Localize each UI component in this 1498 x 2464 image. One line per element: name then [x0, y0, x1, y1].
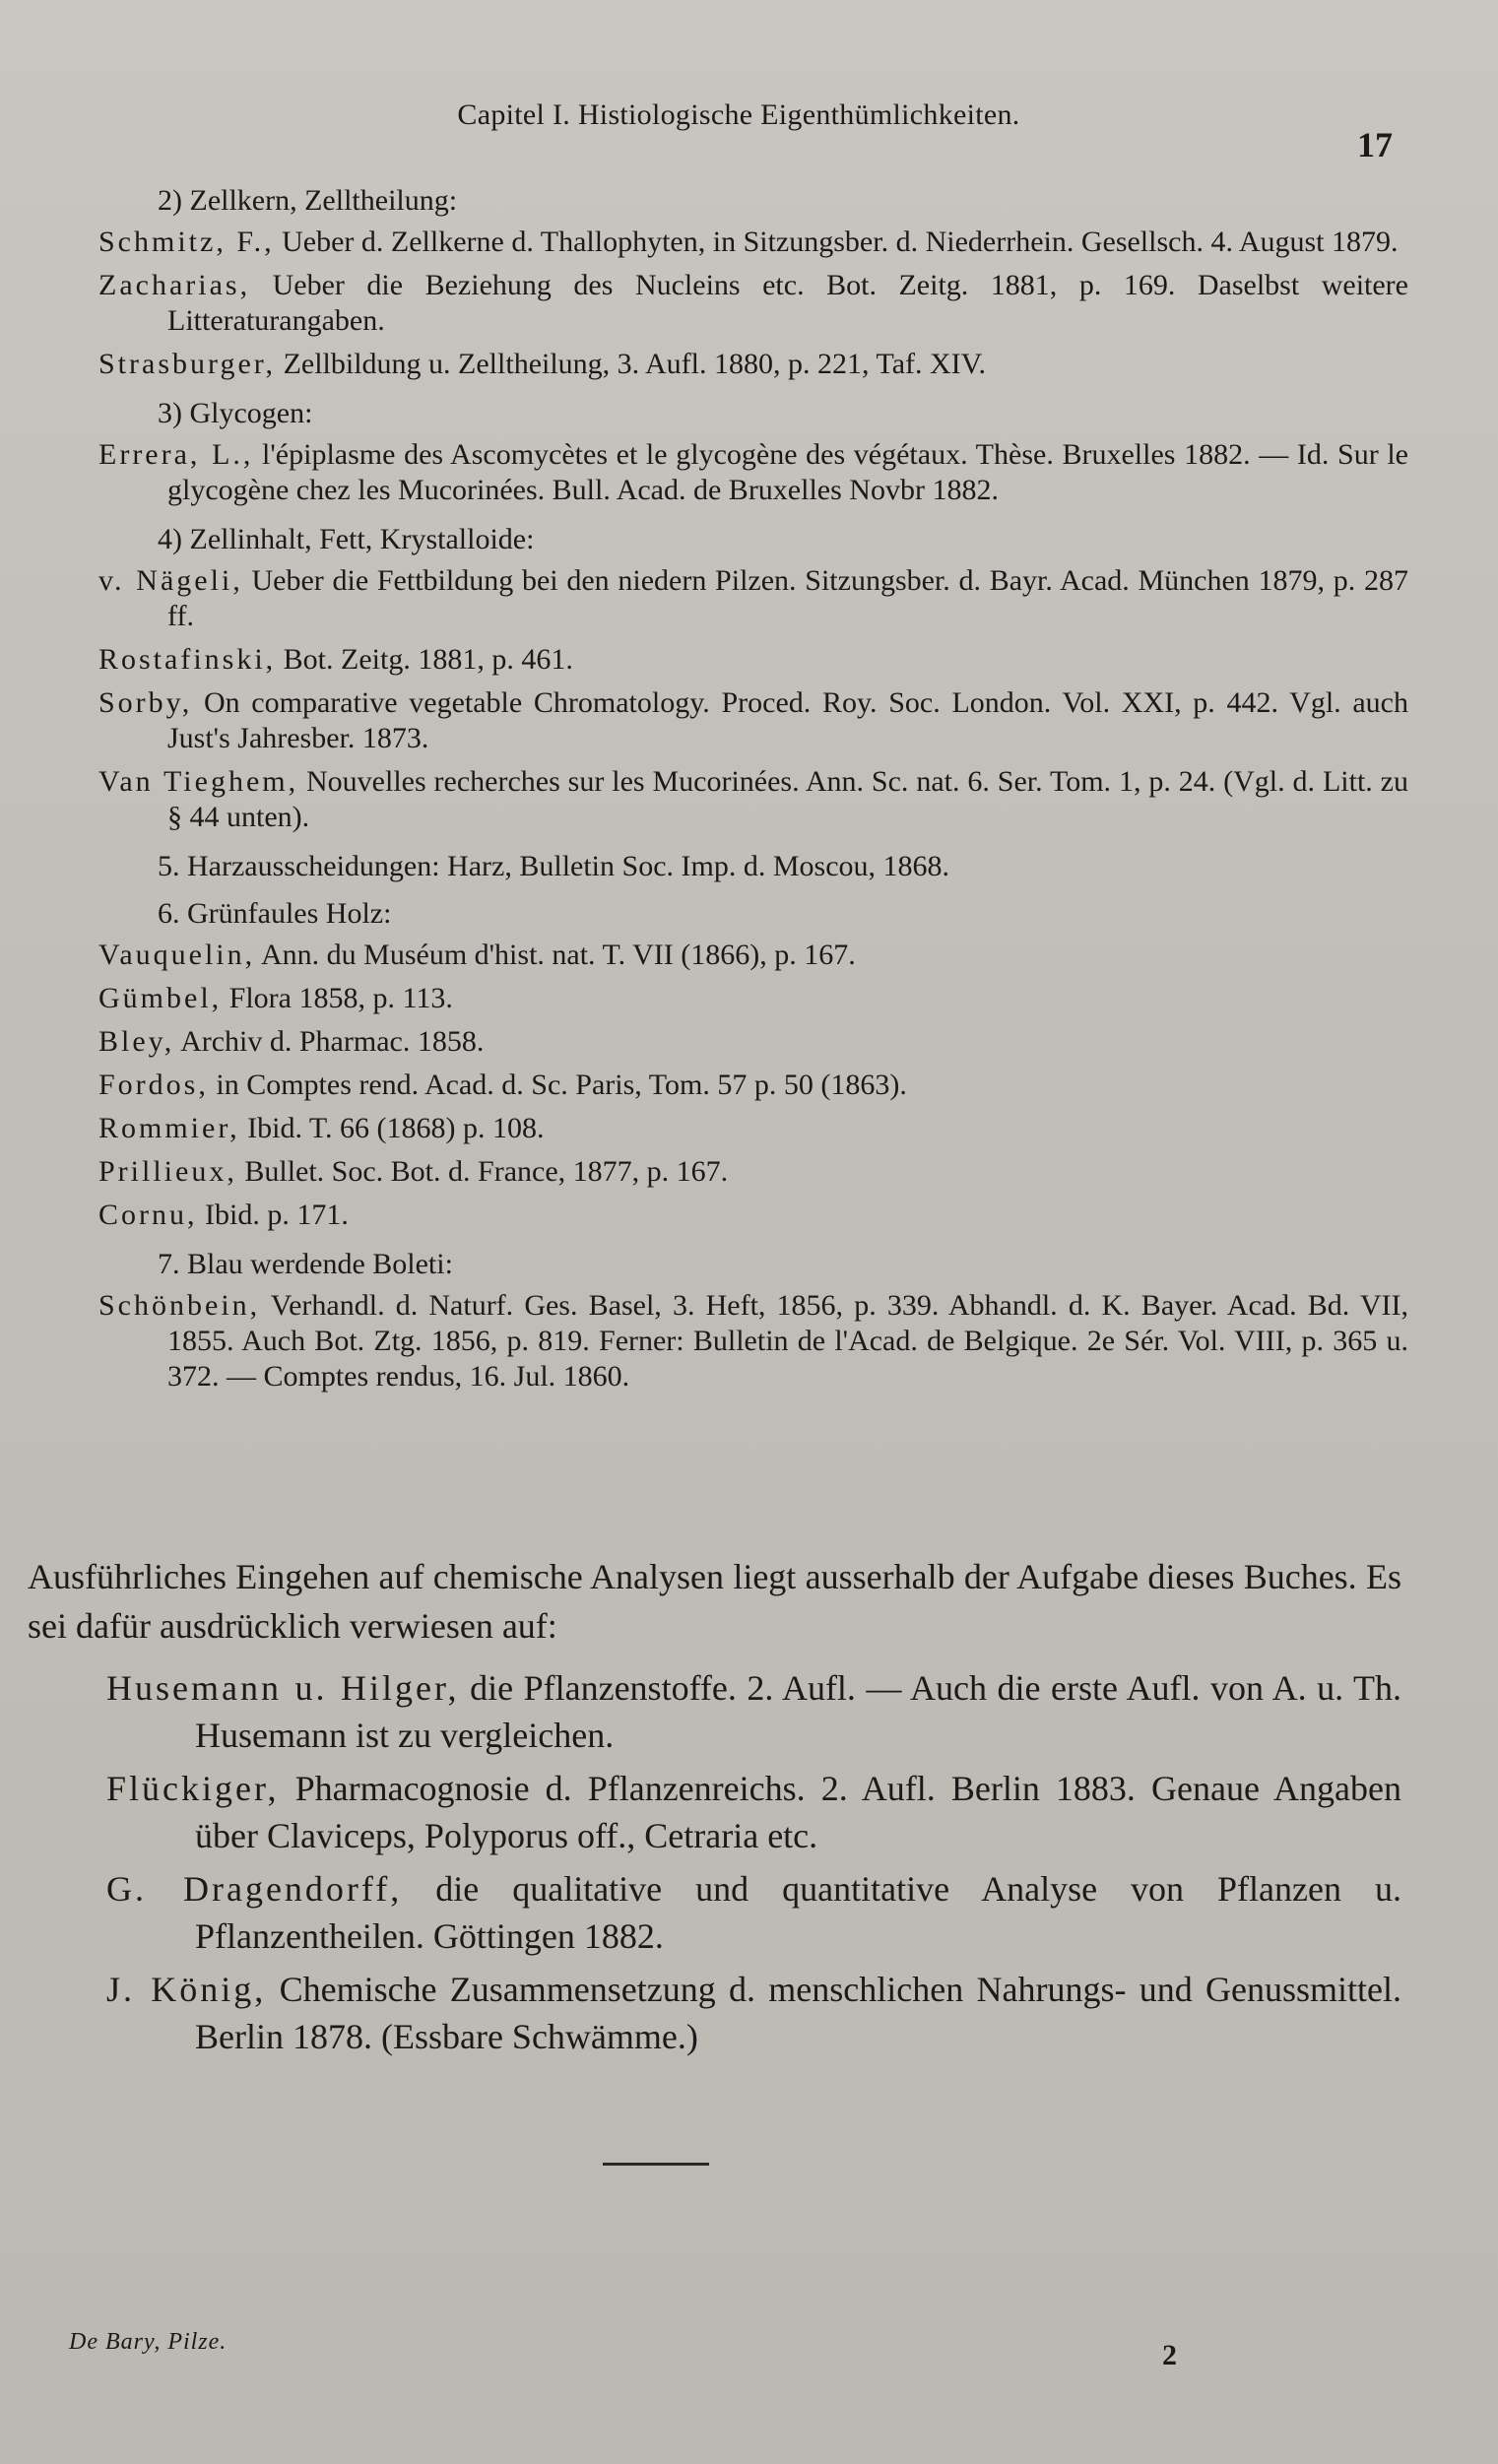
reference-author: Errera, L., — [98, 438, 254, 471]
section-heading: 3) Glycogen: — [158, 397, 313, 429]
closing-reference-entry — [28, 1865, 1401, 1960]
reference-author: Flückiger, — [106, 1769, 280, 1808]
section-heading: 6. Grünfaules Holz: — [158, 897, 392, 930]
reference-text: Zellbildung u. Zelltheilung, 3. Aufl. 1880, p. 221, Taf. XIV. — [276, 348, 986, 380]
reference-text: die qualitative und quantitative Analyse von Pflanzen u. Pflanzentheilen. Göttingen 1882. — [195, 1869, 1401, 1956]
reference-author: Rommier, — [98, 1112, 240, 1144]
reference-text: Ueber die Fettbildung bei den niedern Pilzen. Sitzungsber. d. Bayr. Acad. München 1879, p. 287 ff. — [167, 564, 1408, 632]
closing-paragraph: Ausführliches Eingehen auf chemische Analysen liegt ausserhalb der Aufgabe dieses Buches. Es sei dafür ausdrücklich verwiesen auf: — [28, 1557, 1401, 1646]
reference-entry — [98, 938, 1408, 973]
section-heading: 7. Blau werdende Boleti: — [158, 1248, 453, 1280]
reference-author: J. König, — [106, 1970, 267, 2009]
reference-text: die Pflanzenstoffe. 2. Aufl. — Auch die erste Aufl. von A. u. Th. Husemann ist zu vergleichen. — [195, 1668, 1401, 1755]
running-header: Capitel I. Histiologische Eigenthümlichkeiten. — [457, 98, 1020, 131]
reference-text: Bullet. Soc. Bot. d. France, 1877, p. 167. — [236, 1155, 729, 1188]
reference-text: Nouvelles recherches sur les Mucorinées. Ann. Sc. nat. 6. Ser. Tom. 1, p. 24. (Vgl. d. Litt. zu § 44 unten). — [167, 765, 1409, 833]
reference-author: Prillieux, — [98, 1155, 237, 1188]
reference-text: Verhandl. d. Naturf. Ges. Basel, 3. Heft, 1856, p. 339. Abhandl. d. K. Bayer. Acad. Bd. VII, 1855. Auch Bot. Ztg. 1856, p. 819. Ferner: Bulletin de l'Acad. de Belgique. 2e Sér. Vol. VIII, p. 365 u. 372. — Comptes rendus, 16. Jul. 1860. — [167, 1289, 1408, 1393]
closing-reference-list — [28, 1664, 1401, 2060]
sheet-number: 2 — [1162, 2339, 1177, 2371]
reference-author: G. Dragendorff, — [106, 1869, 403, 1909]
reference-text: in Comptes rend. Acad. d. Sc. Paris, Tom. 57 p. 50 (1863). — [208, 1069, 907, 1101]
reference-author: Strasburger, — [98, 348, 277, 380]
reference-text: Ueber d. Zellkerne d. Thallophyten, in Sitzungsber. d. Niederrhein. Gesellsch. 4. August 1879. — [274, 226, 1399, 258]
reference-text: Ibid. T. 66 (1868) p. 108. — [239, 1112, 545, 1144]
reference-text: Ann. du Muséum d'hist. nat. T. VII (1866), p. 167. — [255, 939, 856, 971]
reference-entry — [98, 1068, 1408, 1103]
reference-author: Van Tieghem, — [98, 765, 299, 798]
reference-text: Ibid. p. 171. — [197, 1199, 349, 1231]
reference-author: Husemann u. Hilger, — [106, 1668, 460, 1708]
reference-entry — [98, 225, 1408, 260]
reference-author: Fordos, — [98, 1069, 209, 1101]
reference-text: Archiv d. Pharmac. 1858. — [174, 1025, 485, 1058]
section-heading: 4) Zellinhalt, Fett, Krystalloide: — [158, 523, 535, 555]
reference-text: l'épiplasme des Ascomycètes et le glycogène des végétaux. Thèse. Bruxelles 1882. — Id. Sur le glycogène chez les Mucorinées. Bull. Acad. de Bruxelles Novbr 1882. — [167, 438, 1408, 506]
reference-entry — [98, 764, 1408, 835]
reference-text: Chemische Zusammensetzung d. menschlichen Nahrungs- und Genussmittel. Berlin 1878. (Essbare Schwämme.) — [195, 1970, 1401, 2056]
reference-entry — [98, 1024, 1408, 1060]
reference-author: Schönbein, — [98, 1289, 261, 1322]
reference-author: Vauquelin, — [98, 939, 256, 971]
reference-entry — [98, 981, 1408, 1016]
closing-reference-entry — [28, 1765, 1401, 1859]
closing-section — [28, 1552, 1401, 2066]
reference-author: Gümbel, — [98, 982, 223, 1014]
section-heading: 5. Harzausscheidungen: Harz, Bulletin Soc. Imp. d. Moscou, 1868. — [158, 850, 950, 882]
reference-entry — [98, 1111, 1408, 1146]
reference-author: Sorby, — [98, 686, 193, 719]
signature-mark: De Bary, Pilze. — [69, 2329, 228, 2355]
section-heading: 2) Zellkern, Zelltheilung: — [158, 184, 458, 217]
reference-entry — [98, 563, 1408, 634]
reference-entry — [98, 268, 1408, 339]
reference-entry — [98, 1288, 1408, 1394]
reference-text: Pharmacognosie d. Pflanzenreichs. 2. Aufl. Berlin 1883. Genaue Angaben über Claviceps, Polyporus off., Cetraria etc. — [195, 1769, 1401, 1855]
closing-reference-entry — [28, 1966, 1401, 2060]
reference-author: Cornu, — [98, 1199, 198, 1231]
reference-list — [98, 177, 1408, 1402]
reference-text: Flora 1858, p. 113. — [222, 982, 453, 1014]
reference-text: On comparative vegetable Chromatology. Proced. Roy. Soc. London. Vol. XXI, p. 442. Vgl. auch Just's Jahresber. 1873. — [167, 686, 1408, 754]
closing-reference-entry — [28, 1664, 1401, 1759]
reference-text: Ueber die Beziehung des Nucleins etc. Bot. Zeitg. 1881, p. 169. Daselbst weitere Litteraturangaben. — [167, 269, 1408, 337]
reference-entry — [98, 437, 1408, 508]
reference-author: Zacharias, — [98, 269, 251, 301]
reference-entry — [98, 685, 1408, 756]
reference-entry — [98, 1154, 1408, 1190]
reference-author: v. Nägeli, — [98, 564, 243, 597]
reference-author: Bley, — [98, 1025, 175, 1058]
page-number: 17 — [1357, 125, 1393, 164]
reference-text: Bot. Zeitg. 1881, p. 461. — [276, 643, 573, 676]
reference-entry — [98, 1198, 1408, 1233]
reference-author: Rostafinski, — [98, 643, 277, 676]
reference-author: Schmitz, F., — [98, 226, 275, 258]
reference-entry — [98, 642, 1408, 678]
end-rule — [603, 2163, 709, 2166]
reference-entry — [98, 347, 1408, 382]
